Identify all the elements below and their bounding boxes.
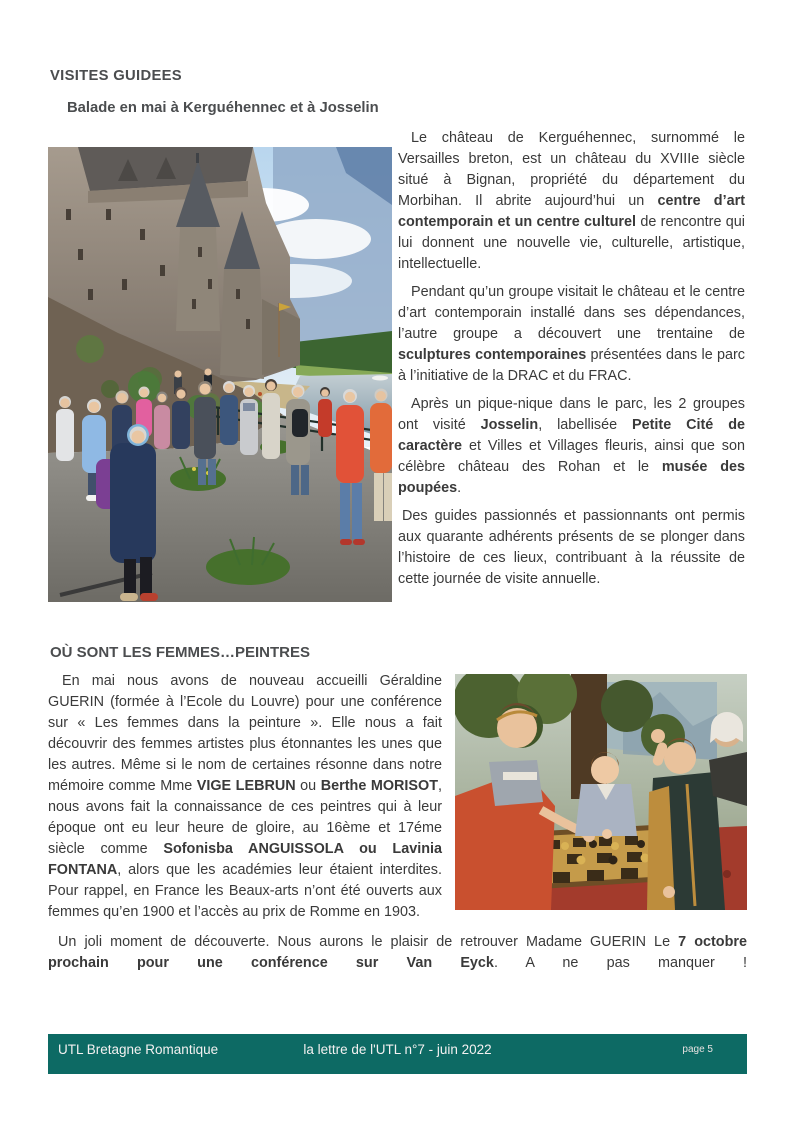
footer-bar [48,1034,747,1074]
footer-organization: UTL Bretagne Romantique [58,1042,219,1057]
painting-illustration [455,674,747,910]
footer-issue-title: la lettre de l'UTL n°7 - juin 2022 [303,1042,492,1057]
section1-subtitle: Balade en mai à Kerguéhennec et à Josselin [67,100,379,116]
chess-game-painting [455,674,747,910]
castle-group-photo [48,147,392,602]
paragraph-femmes-peintres: En mai nous avons de nouveau accueilli Géraldine GUERIN (formée à l’Ecole du Louvre) pour une conférence sur « Les femmes dans la peinture ». Elle nous a fait découvrir des femmes artistes plus étonnantes les unes que les autres. Même si le nom de certaines résonne dans notre mémoire comme Mme VIGE LEBRUN ou Berthe MORISOT, nous avons fait la connaissance de ces peintres qui à leur époque ont eu leur heure de gloire, au 16ème et 17éme siècle comme Sofonisba ANGUISSOLA ou Lavinia FONTANA, alors que les académies leur étaient interdites. Pour rappel, en France les Beaux-arts n’ont été ouverts aux femmes qu’en 1900 et l’accès au prix de Romme en 1903. [48,673,443,920]
paragraph-conclusion: Un joli moment de découverte. Nous aurons le plaisir de retrouver Madame GUERIN Le 7 octobre prochain pour une conférence sur Van Eyck. A ne pas manquer ! [48,934,747,971]
section2-title: OÙ SONT LES FEMMES…PEINTRES [50,644,311,661]
section1-title: VISITES GUIDEES [50,68,182,84]
paragraph-kerguehennec: Le château de Kerguéhennec, surnommé le Versailles breton, est un château du XVIIIe siècle situé à Bignan, propriété du département du Morbihan. Il abrite aujourd’hui un centre d’art contemporain et un centre culturel de rencontre qui lui donnent une nouvelle vie, culturelle, artistique, intellectuelle. [398,130,745,272]
paragraph-groupes: Pendant qu’un groupe visitait le château et le centre d’art contemporain installé dans ses dépendances, l’autre groupe a découvert une trentaine de sculptures contemporaines présentées dans le parc à l’initiative de la DRAC et du FRAC. [398,284,745,384]
section1-text-column [398,128,745,597]
paragraph-guides: Des guides passionnés et passionnants ont permis aux quarante adhérents présents de se plonger dans l’histoire de ces lieux, contribuant à la réussite de cette journée de visite annuelle. [398,508,745,587]
paragraph-josselin: Après un pique-nique dans le parc, les 2 groupes ont visité Josselin, labellisée Petite Cité de caractère et Villes et Villages fleuris, ainsi que son célèbre château des Rohan et le musée des poupées. [398,396,745,496]
section2-flow [48,671,747,974]
castle-photo-illustration [48,147,392,602]
footer-page-number: page 5 [682,1044,713,1055]
